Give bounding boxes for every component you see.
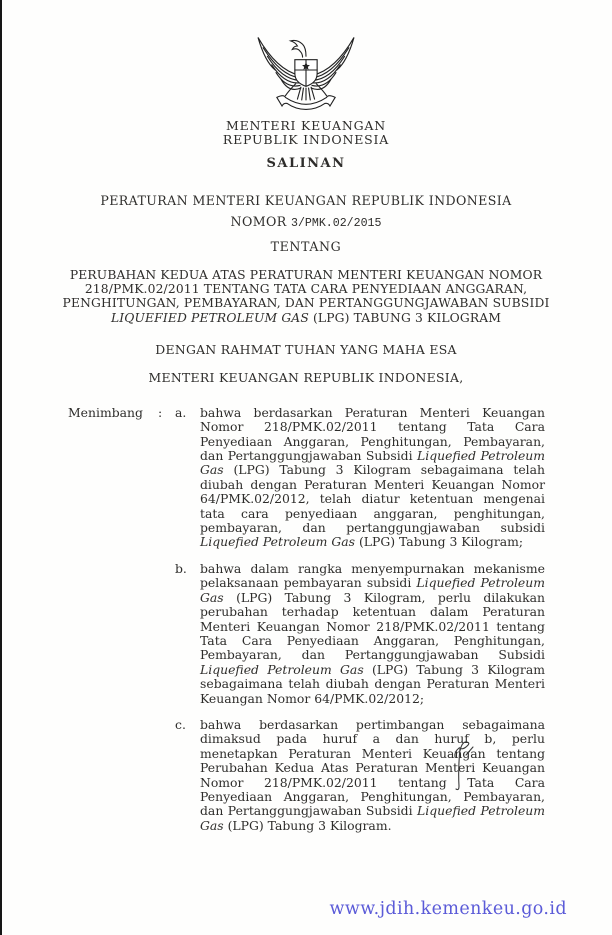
considering-item-b: [175, 562, 545, 706]
letterhead: [0, 0, 612, 171]
regulation-heading: PERATURAN MENTERI KEUANGAN REPUBLIK INDONESIA: [100, 193, 512, 208]
regulation-subject: [0, 268, 612, 325]
item-text-italic-term: Liquefied Petroleum Gas: [200, 534, 355, 550]
item-letter: b.: [175, 560, 187, 576]
regulation-title-block: [0, 193, 612, 325]
subject-line-rest: (LPG) TABUNG 3 KILOGRAM: [308, 310, 502, 325]
salinan-stamp: SALINAN: [266, 156, 346, 171]
footer-website-url: www.jdih.kemenkeu.go.id: [329, 899, 567, 919]
scan-edge-artifact: [0, 0, 2, 935]
subject-line: 218/PMK.02/2011 TENTANG TATA CARA PENYEDIAAN ANGGARAN,: [84, 282, 528, 297]
garuda-pancasila-emblem-icon: [246, 25, 366, 115]
item-text-segment: (LPG) Tabung 3 Kilogram sebagaimana telah diubah dengan Peraturan Menteri Keuangan Nomor 64/PMK.02/2012;: [200, 661, 545, 706]
item-text-segment: (LPG) Tabung 3 Kilogram;: [355, 534, 524, 550]
invocation-line: DENGAN RAHMAT TUHAN YANG MAHA ESA: [155, 341, 457, 357]
item-text-segment: bahwa berdasarkan Peraturan Menteri Keuangan Nomor 218/PMK.02/2011 tentang Tata Cara Penyediaan Anggaran, Penghitungan, Pembayaran, dan Pertanggungjawaban Subsidi: [200, 404, 545, 464]
considering-items: [175, 406, 545, 833]
issuer-line: MENTERI KEUANGAN REPUBLIK INDONESIA,: [148, 369, 464, 385]
item-letter: c.: [175, 716, 186, 732]
considering-label: Menimbang: [68, 404, 143, 420]
item-text-italic-term: Liquefied Petroleum Gas: [200, 803, 546, 833]
item-text-segment: (LPG) Tabung 3 Kilogram.: [223, 817, 392, 833]
item-letter: a.: [175, 404, 187, 420]
item-text: [200, 406, 545, 550]
item-text: [200, 718, 545, 833]
regulation-number: [0, 214, 612, 230]
item-text-italic-term: Liquefied Petroleum Gas: [200, 448, 546, 478]
considering-item-a: [175, 406, 545, 550]
handwritten-initials-icon: [445, 735, 479, 797]
ministry-name-line2: REPUBLIK INDONESIA: [222, 132, 390, 147]
item-text-italic-term: Liquefied Petroleum Gas: [200, 661, 364, 677]
item-text-segment: bahwa dalam rangka menyempurnakan mekanisme pelaksanaan pembayaran subsidi: [200, 560, 545, 591]
subject-italic-term: LIQUEFIED PETROLEUM GAS: [110, 310, 309, 325]
regulation-number-label: NOMOR: [230, 214, 287, 229]
considering-colon: :: [158, 404, 163, 420]
regulation-number-value: 3/PMK.02/2015: [291, 217, 382, 230]
subject-line: PERUBAHAN KEDUA ATAS PERATURAN MENTERI KEUANGAN NOMOR: [69, 268, 543, 282]
item-text-segment: (LPG) Tabung 3 Kilogram sebagaimana telah diubah dengan Peraturan Menteri Keuangan Nomor 64/PMK.02/2012, telah diatur ketentuan mengenai tata cara penyediaan anggaran, penghitungan, pembayaran, dan pertanggungjawaban subsidi: [200, 462, 545, 536]
preamble: [0, 342, 612, 385]
item-text-segment: (LPG) Tabung 3 Kilogram, perlu dilakukan perubahan terhadap ketentuan dalam Peraturan Menteri Keuangan Nomor 218/PMK.02/2011 tentang Tata Cara Penyediaan Anggaran, Penghitungan, Pembayaran, dan Pertanggungjawaban Subsidi: [200, 589, 545, 663]
subject-line: PENGHITUNGAN, PEMBAYARAN, DAN PERTANGGUNGJAWABAN SUBSIDI: [62, 296, 550, 311]
item-text: [200, 562, 545, 706]
tentang-label: TENTANG: [270, 239, 342, 254]
ministry-name-line1: MENTERI KEUANGAN: [226, 118, 386, 133]
considering-item-c: [175, 718, 545, 833]
subject-line: [0, 311, 612, 325]
item-text-italic-term: Liquefied Petroleum Gas: [200, 575, 545, 605]
item-text-segment: bahwa berdasarkan pertimbangan sebagaimana dimaksud pada huruf a dan huruf b, perlu menetapkan Peraturan Menteri Keuangan tentang Perubahan Kedua Atas Peraturan Menteri Keuangan Nomor 218/PMK.02/2011 tentang Tata Cara Penyediaan Anggaran, Penghitungan, Pembayaran, dan Pertanggungjawaban Subsidi: [200, 716, 545, 819]
